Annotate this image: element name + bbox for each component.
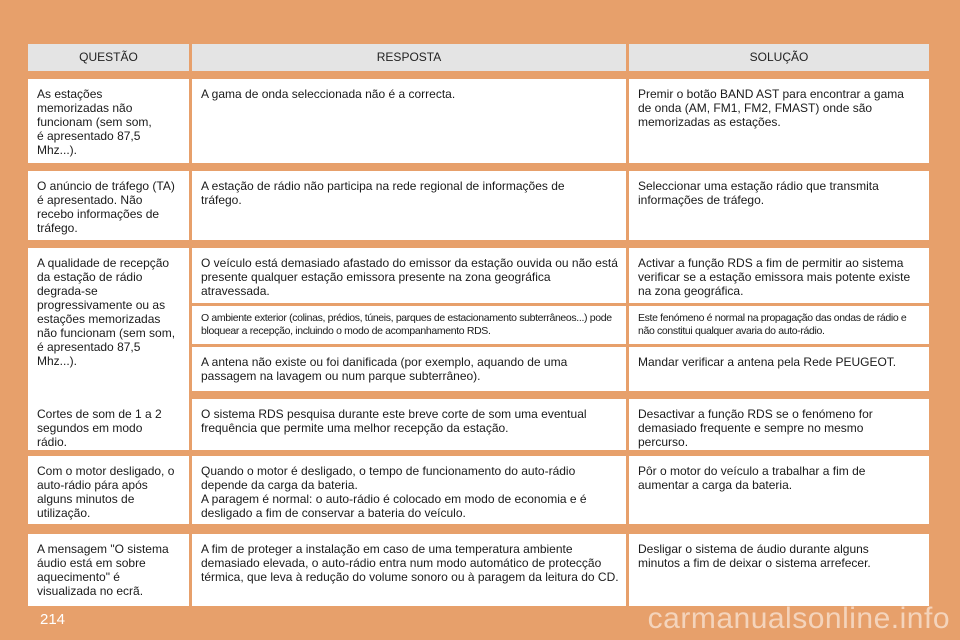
row-answer — [192, 456, 626, 524]
row-solution: Seleccionar uma estação rádio que transmita informações de tráfego. — [629, 171, 929, 240]
row-question: O anúncio de tráfego (TA) é apresentado. Não recebo informações de tráfego. — [28, 171, 189, 240]
row-question: A mensagem "O sistema áudio está em sobre aquecimento" é visualizada no ecrã. — [28, 534, 189, 606]
page-number: 214 — [40, 611, 66, 628]
row-answer: O ambiente exterior (colinas, prédios, túneis, parques de estacionamento subterrâneos...) pode bloquear a recepção, incluindo o modo de acompanhamento RDS. — [192, 306, 626, 344]
row-solution: Desligar o sistema de áudio durante alguns minutos a fim de deixar o sistema arrefecer. — [629, 534, 929, 606]
watermark: carmanualsonline.info — [647, 602, 950, 635]
row-solution: Este fenómeno é normal na propagação das ondas de rádio e não constitui qualquer avaria do auto-rádio. — [629, 306, 929, 344]
row-solution: Mandar verificar a antena pela Rede PEUGEOT. — [629, 347, 929, 391]
row-answer: A fim de proteger a instalação em caso de uma temperatura ambiente demasiado elevada, o auto-rádio entra num modo automático de protecção térmica, que leva à redução do volume sonoro ou à paragem da leitura do CD. — [192, 534, 626, 606]
row-answer: O veículo está demasiado afastado do emissor da estação ouvida ou não está presente qualquer estação emissora presente na zona geográfica atravessada. — [192, 248, 626, 303]
row-answer: A antena não existe ou foi danificada (por exemplo, aquando de uma passagem na lavagem ou num parque subterrâneo). — [192, 347, 626, 391]
row-answer: A gama de onda seleccionada não é a correcta. — [192, 79, 626, 163]
row-solution: Pôr o motor do veículo a trabalhar a fim de aumentar a carga da bateria. — [629, 456, 929, 524]
row-solution: Activar a função RDS a fim de permitir ao sistema verificar se a estação emissora mais potente existe na zona geográfica. — [629, 248, 929, 303]
row-solution: Desactivar a função RDS se o fenómeno for demasiado frequente e sempre no mesmo percurso. — [629, 399, 929, 450]
row-question: Cortes de som de 1 a 2 segundos em modo rádio. — [28, 399, 189, 450]
row-question: Com o motor desligado, o auto-rádio pára após alguns minutos de utilização. — [28, 456, 189, 524]
row-answer: O sistema RDS pesquisa durante este breve corte de som uma eventual frequência que permite uma melhor recepção da estação. — [192, 399, 626, 450]
answer-line: A paragem é normal: o auto-rádio é colocado em modo de economia e é desligado a fim de conservar a bateria do veículo. — [201, 492, 587, 520]
answer-line: Quando o motor é desligado, o tempo de funcionamento do auto-rádio depende da carga da bateria. — [201, 464, 576, 492]
header-solution: SOLUÇÃO — [629, 44, 929, 71]
header-answer: RESPOSTA — [192, 44, 626, 71]
row-question: A qualidade de recepção da estação de rádio degrada-se progressivamente ou as estações memorizadas não funcionam (sem som, é apresentado 87,5 Mhz...). — [28, 248, 189, 430]
row-answer: A estação de rádio não participa na rede regional de informações de tráfego. — [192, 171, 626, 240]
row-solution: Premir o botão BAND AST para encontrar a gama de onda (AM, FM1, FM2, FMAST) onde são memorizadas as estações. — [629, 79, 929, 163]
header-question: QUESTÃO — [28, 44, 189, 71]
row-question: As estações memorizadas não funcionam (sem som, é apresentado 87,5 Mhz...). — [28, 79, 189, 163]
